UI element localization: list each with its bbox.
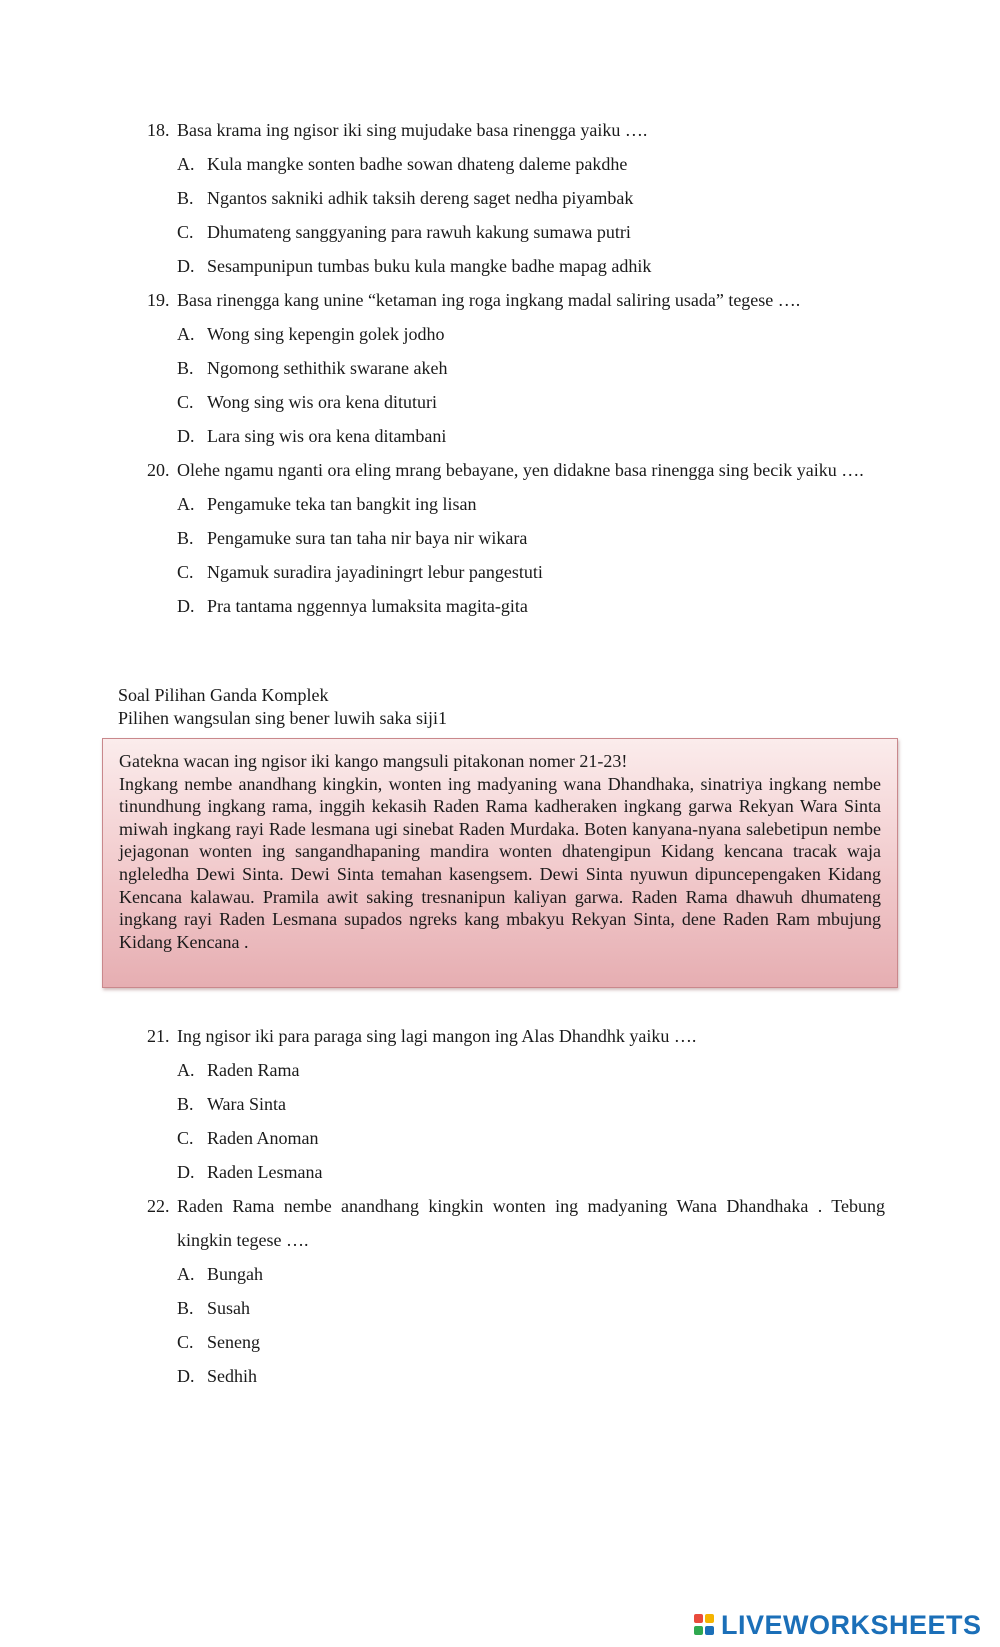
option-text: Dhumateng sanggyaning para rawuh kakung sumawa putri (207, 222, 631, 242)
option-letter: C. (177, 392, 194, 412)
option-text: Bungah (207, 1264, 263, 1284)
option-text: Sesampunipun tumbas buku kula mangke badhe mapag adhik (207, 256, 652, 276)
option-letter: B. (177, 528, 194, 548)
option-22-c[interactable] (177, 1325, 885, 1359)
option-letter: C. (177, 1128, 194, 1148)
passage-body: Ingkang nembe anandhang kingkin, wonten ing madyaning wana Dhandhaka, sinatriya ingkang nembe tinundhung ingkang rama, inggih kekasih Raden Rama kadheraken ingkang garwa Rekyan Wara Sinta miwah ingkang rayi Rade lesmana ugi sinebat Raden Murdaka. Boten kanyana-nyana salebetipun nembe jejagonan wonten ing sangandhapaning mandira wonten dhatengipun Kidang kencana tracak waja ngleledha Dewi Sinta. Dewi Sinta temahan kasengsem. Dewi Sinta nyuwun dipuncepengaken Kidang Kencana kalawau. Pramila awit saking tresnanipun kaliyan garwa. Raden Rama dhawuh dhumateng ingkang rayi Raden Lesmana supados ngreks kang mbakyu Rekyan Sinta, dene Raden Ram mbujung Kidang Kencana . (119, 773, 881, 952)
option-21-c[interactable] (177, 1121, 885, 1155)
option-letter: D. (177, 1366, 195, 1386)
option-text: Ngamuk suradira jayadiningrt lebur pangestuti (207, 562, 543, 582)
option-text: Kula mangke sonten badhe sowan dhateng daleme pakdhe (207, 154, 628, 174)
option-letter: B. (177, 1298, 194, 1318)
option-21-a[interactable] (177, 1053, 885, 1087)
reading-passage-box (102, 738, 898, 988)
option-21-d[interactable] (177, 1155, 885, 1189)
question-19 (147, 283, 885, 453)
option-letter: A. (177, 154, 195, 174)
liveworksheets-logo-icon (694, 1613, 718, 1637)
option-letter: A. (177, 324, 195, 344)
option-letter: D. (177, 256, 195, 276)
option-18-b[interactable] (177, 181, 885, 215)
question-number: 19. (147, 290, 170, 310)
option-20-a[interactable] (177, 487, 885, 521)
question-stem: Olehe ngamu nganti ora eling mrang bebayane, yen didakne basa rinengga sing becik yaiku …. (177, 460, 864, 480)
option-letter: D. (177, 1162, 195, 1182)
option-18-c[interactable] (177, 215, 885, 249)
option-letter: A. (177, 1060, 195, 1080)
option-19-d[interactable] (177, 419, 885, 453)
option-text: Ngomong sethithik swarane akeh (207, 358, 448, 378)
option-letter: A. (177, 1264, 195, 1284)
question-number: 22. (147, 1196, 170, 1216)
option-letter: D. (177, 596, 195, 616)
option-text: Susah (207, 1298, 251, 1318)
question-number: 21. (147, 1026, 170, 1046)
option-text: Sedhih (207, 1366, 258, 1386)
section-title: Soal Pilihan Ganda Komplek (118, 685, 329, 705)
option-22-b[interactable] (177, 1291, 885, 1325)
option-letter: C. (177, 1332, 194, 1352)
option-20-d[interactable] (177, 589, 885, 623)
option-letter: B. (177, 358, 194, 378)
question-stem: Ing ngisor iki para paraga sing lagi mangon ing Alas Dhandhk yaiku …. (177, 1026, 697, 1046)
option-letter: A. (177, 494, 195, 514)
option-text: Raden Anoman (207, 1128, 319, 1148)
question-stem: Basa krama ing ngisor iki sing mujudake basa rinengga yaiku …. (177, 120, 648, 140)
option-19-b[interactable] (177, 351, 885, 385)
option-19-a[interactable] (177, 317, 885, 351)
option-letter: D. (177, 426, 195, 446)
option-letter: C. (177, 562, 194, 582)
question-22 (147, 1189, 885, 1393)
liveworksheets-logo[interactable] (694, 1611, 982, 1639)
passage-instruction: Gatekna wacan ing ngisor iki kango mangsuli pitakonan nomer 21-23! (119, 751, 628, 771)
question-number: 18. (147, 120, 170, 140)
option-text: Raden Rama (207, 1060, 300, 1080)
question-21 (147, 1019, 885, 1189)
option-text: Ngantos sakniki adhik taksih dereng saget nedha piyambak (207, 188, 634, 208)
option-text: Pengamuke teka tan bangkit ing lisan (207, 494, 477, 514)
question-20 (147, 453, 885, 623)
option-text: Wong sing wis ora kena dituturi (207, 392, 438, 412)
option-18-a[interactable] (177, 147, 885, 181)
question-number: 20. (147, 460, 170, 480)
option-text: Raden Lesmana (207, 1162, 323, 1182)
question-stem: Basa rinengga kang unine “ketaman ing roga ingkang madal saliring usada” tegese …. (177, 290, 801, 310)
option-text: Seneng (207, 1332, 260, 1352)
option-18-d[interactable] (177, 249, 885, 283)
section-instruction: Pilihen wangsulan sing bener luwih saka siji1 (118, 708, 447, 728)
option-text: Wong sing kepengin golek jodho (207, 324, 445, 344)
logo-text: LIVEWORKSHEETS (721, 1609, 982, 1640)
option-text: Pra tantama nggennya lumaksita magita-gita (207, 596, 528, 616)
option-19-c[interactable] (177, 385, 885, 419)
option-letter: C. (177, 222, 194, 242)
option-text: Lara sing wis ora kena ditambani (207, 426, 447, 446)
option-22-a[interactable] (177, 1257, 885, 1291)
option-letter: B. (177, 1094, 194, 1114)
option-21-b[interactable] (177, 1087, 885, 1121)
question-18 (147, 113, 885, 283)
option-letter: B. (177, 188, 194, 208)
option-20-c[interactable] (177, 555, 885, 589)
option-text: Wara Sinta (207, 1094, 287, 1114)
option-20-b[interactable] (177, 521, 885, 555)
section-heading (118, 684, 447, 730)
option-22-d[interactable] (177, 1359, 885, 1393)
question-stem: Raden Rama nembe anandhang kingkin wonten ing madyaning Wana Dhandhaka . Tebung kingkin tegese …. (177, 1196, 885, 1250)
option-text: Pengamuke sura tan taha nir baya nir wikara (207, 528, 528, 548)
